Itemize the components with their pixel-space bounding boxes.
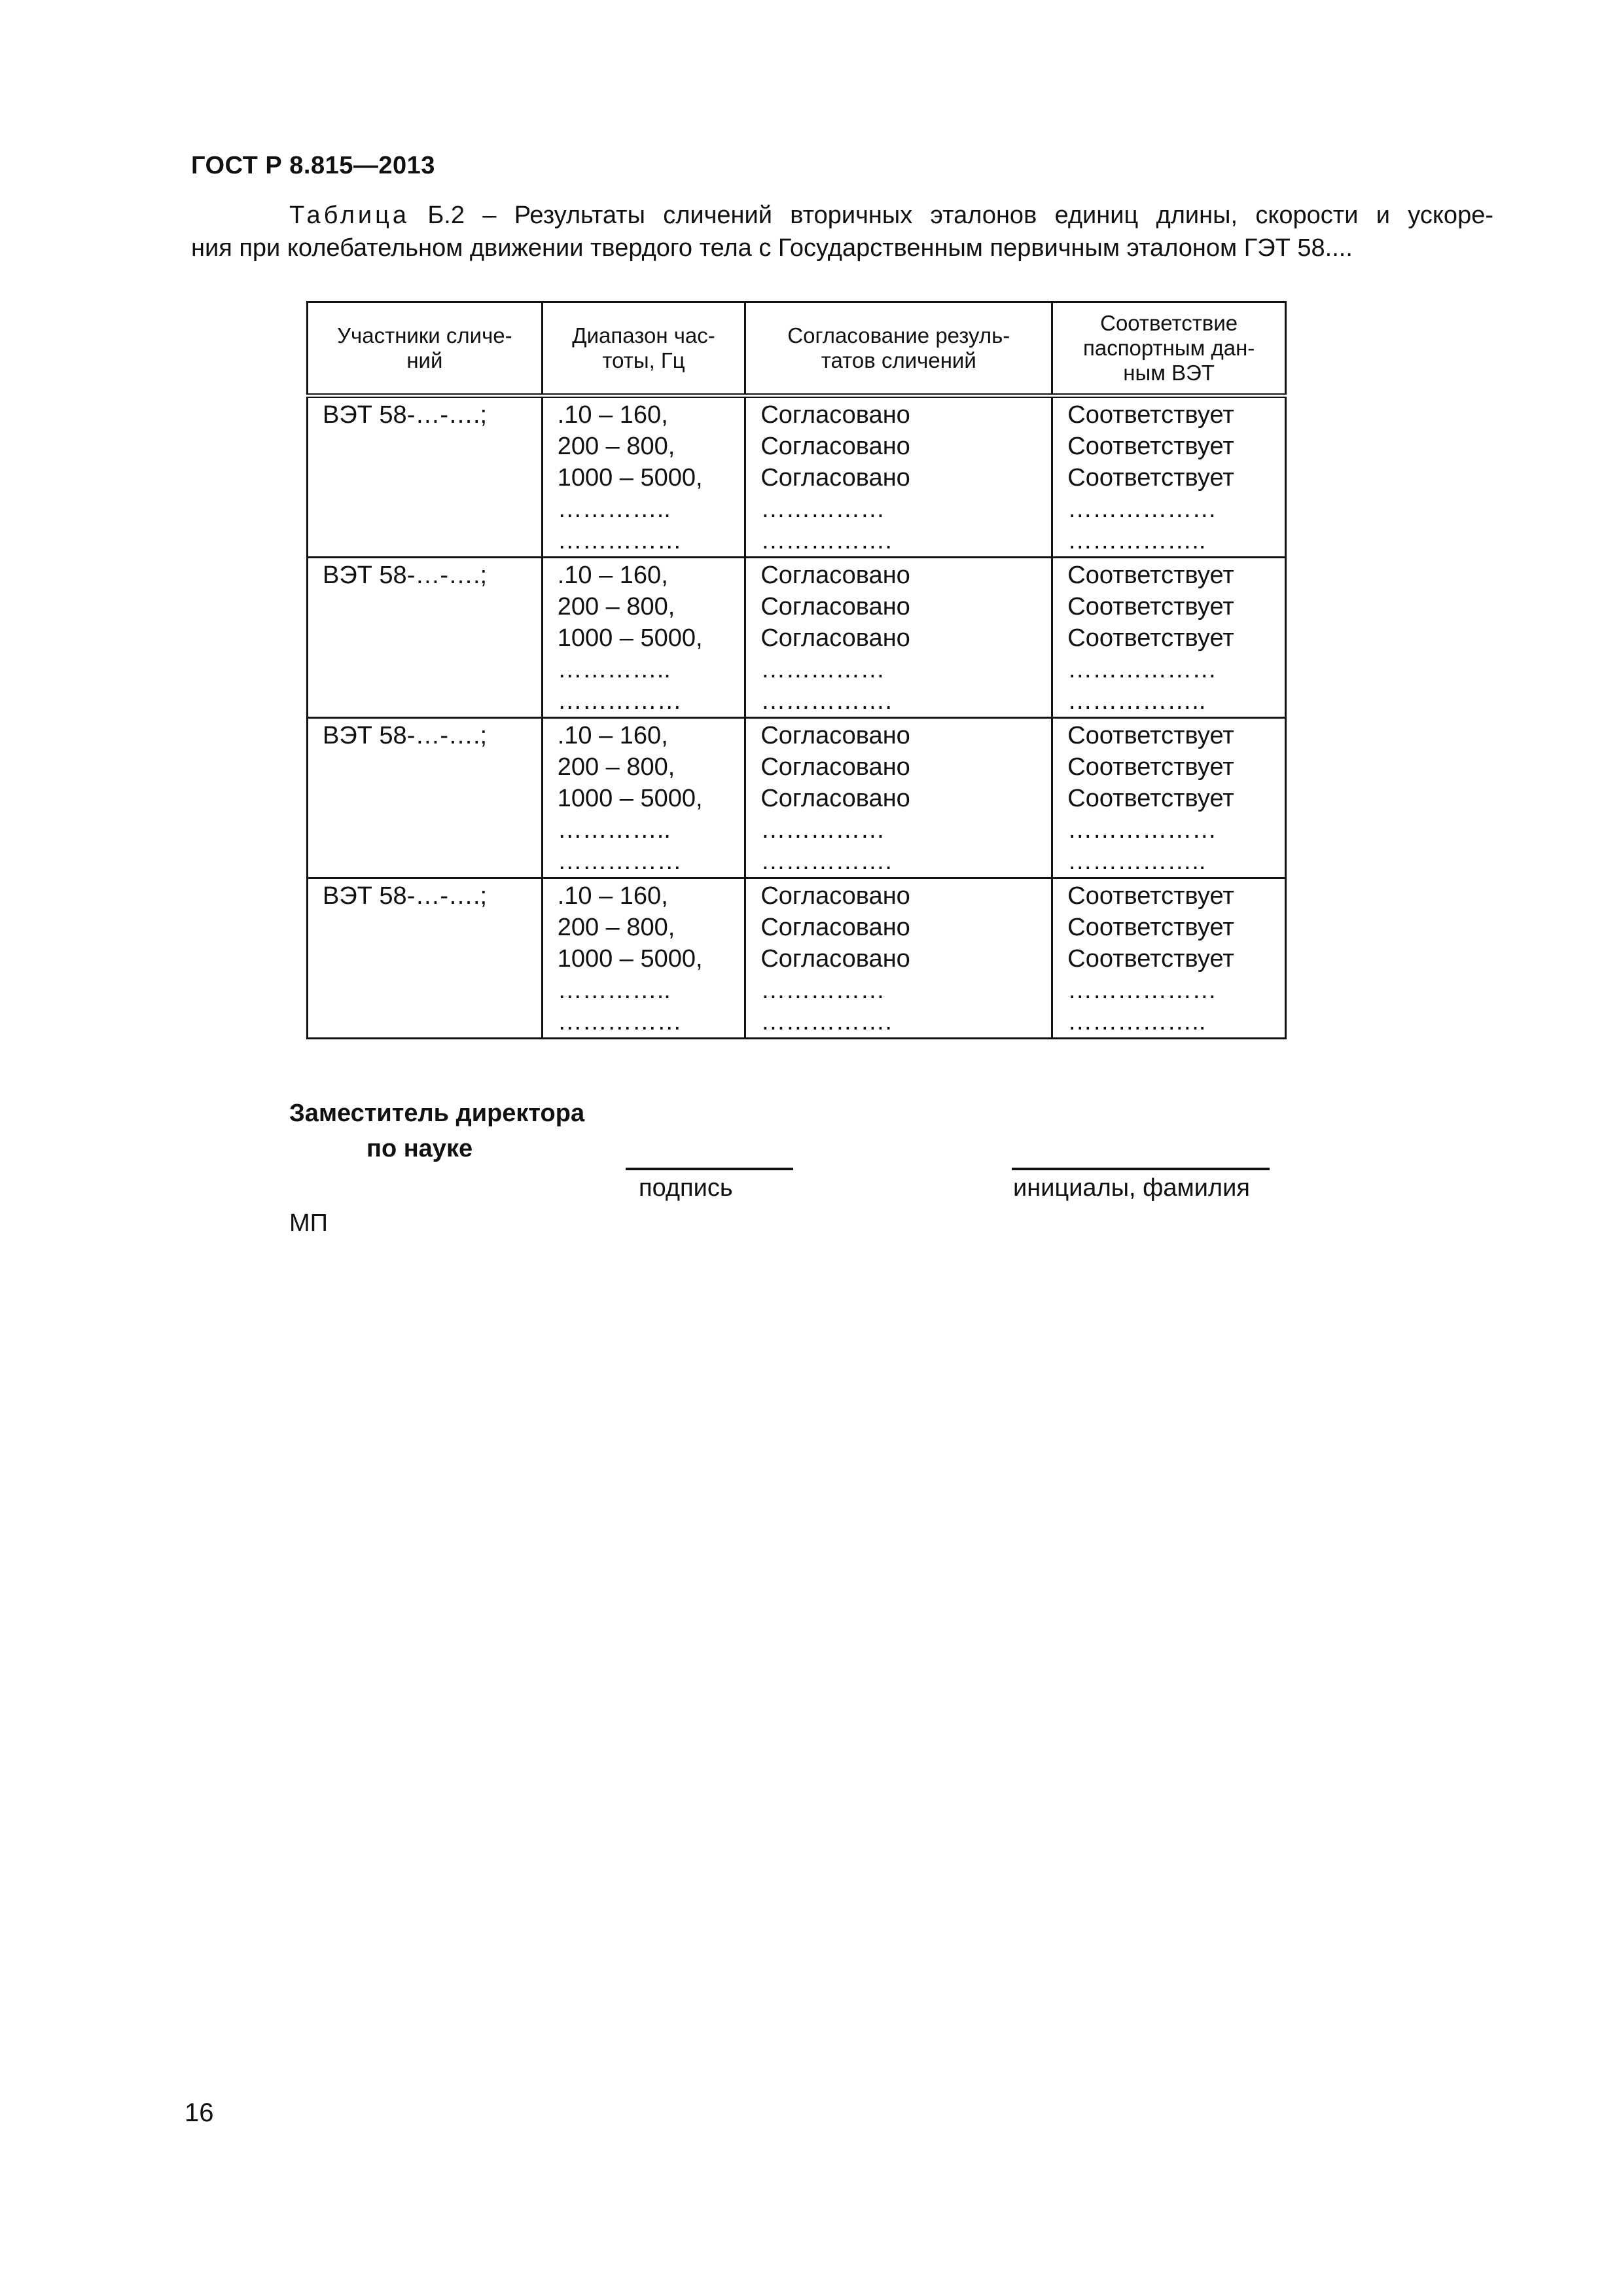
name-label: инициалы, фамилия (1013, 1174, 1250, 1202)
table-row (308, 396, 1286, 558)
participant-cell (308, 396, 543, 558)
range-value: ………….. (557, 816, 671, 844)
agreement-cell (745, 878, 1052, 1039)
compliance-value: …………….. (1067, 687, 1206, 715)
frequency-cell (542, 396, 745, 558)
range-value: 1000 – 5000, (557, 624, 703, 652)
header-line: ний (406, 348, 443, 372)
range-value: 200 – 800, (557, 914, 675, 941)
compliance-value: Соответствует (1067, 401, 1234, 429)
header-line: татов сличений (821, 348, 976, 372)
agreement-value: ……………. (760, 848, 892, 875)
range-value: …………… (557, 1008, 682, 1035)
agreement-cell (745, 558, 1052, 718)
participant-cell (308, 718, 543, 878)
agreement-value: …………… (760, 816, 885, 844)
caption-line-2: ния при колебательном движении твердого тела с Государственным первичным эталоном ГЭТ 58.... (191, 234, 1353, 262)
compliance-value: ……………… (1067, 816, 1217, 844)
compliance-value: ……………… (1067, 977, 1217, 1004)
range-value: .10 – 160, (557, 882, 668, 910)
header-line: Диапазон час- (572, 323, 715, 348)
compliance-value: Соответствует (1067, 882, 1234, 910)
signatory-subtitle: по науке (366, 1135, 473, 1162)
page-number: 16 (185, 2098, 214, 2127)
agreement-value: Согласовано (760, 914, 910, 941)
compliance-value: Соответствует (1067, 593, 1234, 620)
agreement-value: ……………. (760, 1008, 892, 1035)
range-value: 200 – 800, (557, 593, 675, 620)
range-value: 200 – 800, (557, 433, 675, 460)
table-row (308, 718, 1286, 878)
agreement-value: Согласовано (760, 785, 910, 812)
range-value: ………….. (557, 656, 671, 683)
caption-line-1-text: Б.2 – Результаты сличений вторичных эталонов единиц длины, скорости и ускоре- (427, 202, 1493, 229)
range-value: …………… (557, 848, 682, 875)
compliance-value: …………….. (1067, 848, 1206, 875)
header-line: ным ВЭТ (1123, 361, 1215, 385)
agreement-value: Согласовано (760, 945, 910, 973)
results-table (306, 301, 1287, 1039)
compliance-cell (1052, 558, 1286, 718)
range-value: …………… (557, 527, 682, 554)
compliance-value: Соответствует (1067, 624, 1234, 652)
agreement-value: …………… (760, 977, 885, 1004)
table-header-row (308, 302, 1286, 396)
header-participants (308, 302, 543, 396)
participant-cell (308, 558, 543, 718)
frequency-cell (542, 718, 745, 878)
range-value: 1000 – 5000, (557, 785, 703, 812)
range-value: 1000 – 5000, (557, 945, 703, 973)
header-line: Участники сличе- (337, 323, 512, 348)
participant-value: ВЭТ 58-…-….; (323, 562, 488, 589)
agreement-value: Согласовано (760, 882, 910, 910)
agreement-value: Согласовано (760, 593, 910, 620)
agreement-cell (745, 718, 1052, 878)
range-value: 200 – 800, (557, 753, 675, 781)
agreement-value: Согласовано (760, 562, 910, 589)
agreement-value: ……………. (760, 687, 892, 715)
agreement-cell (745, 396, 1052, 558)
compliance-value: Соответствует (1067, 433, 1234, 460)
agreement-value: …………… (760, 495, 885, 523)
range-value: …………… (557, 687, 682, 715)
agreement-value: Согласовано (760, 401, 910, 429)
compliance-value: …………….. (1067, 527, 1206, 554)
header-agreement (745, 302, 1052, 396)
signatory-title: Заместитель директора (289, 1100, 585, 1127)
range-value: ………….. (557, 495, 671, 523)
compliance-value: Соответствует (1067, 785, 1234, 812)
header-line: паспортным дан- (1082, 336, 1255, 360)
frequency-cell (542, 558, 745, 718)
agreement-value: Согласовано (760, 433, 910, 460)
frequency-cell (542, 878, 745, 1039)
compliance-value: Соответствует (1067, 914, 1234, 941)
agreement-value: Согласовано (760, 464, 910, 492)
agreement-value: Согласовано (760, 624, 910, 652)
range-value: .10 – 160, (557, 401, 668, 429)
document-code: ГОСТ Р 8.815—2013 (191, 152, 435, 179)
compliance-value: ……………… (1067, 495, 1217, 523)
table-row (308, 878, 1286, 1039)
header-compliance (1052, 302, 1286, 396)
agreement-value: Согласовано (760, 753, 910, 781)
header-line: Соответствие (1100, 311, 1238, 335)
table-row (308, 558, 1286, 718)
compliance-value: Соответствует (1067, 464, 1234, 492)
header-line: тоты, Гц (602, 348, 685, 372)
table-caption (191, 199, 1493, 264)
compliance-value: Соответствует (1067, 945, 1234, 973)
range-value: 1000 – 5000, (557, 464, 703, 492)
range-value: .10 – 160, (557, 722, 668, 749)
participant-cell (308, 878, 543, 1039)
compliance-value: Соответствует (1067, 562, 1234, 589)
compliance-value: …………….. (1067, 1008, 1206, 1035)
signature-line (626, 1168, 793, 1170)
participant-value: ВЭТ 58-…-….; (323, 882, 488, 910)
compliance-cell (1052, 718, 1286, 878)
compliance-cell (1052, 878, 1286, 1039)
caption-label: Таблица (289, 202, 410, 229)
participant-value: ВЭТ 58-…-….; (323, 722, 488, 749)
range-value: .10 – 160, (557, 562, 668, 589)
agreement-value: …………… (760, 656, 885, 683)
compliance-value: Соответствует (1067, 722, 1234, 749)
compliance-value: Соответствует (1067, 753, 1234, 781)
signature-label: подпись (639, 1174, 733, 1202)
agreement-value: Согласовано (760, 722, 910, 749)
caption-line-1 (191, 199, 1493, 232)
agreement-value: ……………. (760, 527, 892, 554)
compliance-value: ……………… (1067, 656, 1217, 683)
stamp-label: МП (289, 1210, 328, 1237)
name-line (1012, 1168, 1270, 1170)
participant-value: ВЭТ 58-…-….; (323, 401, 488, 429)
header-line: Согласование резуль- (787, 323, 1010, 348)
range-value: ………….. (557, 977, 671, 1004)
compliance-cell (1052, 396, 1286, 558)
header-frequency-range (542, 302, 745, 396)
